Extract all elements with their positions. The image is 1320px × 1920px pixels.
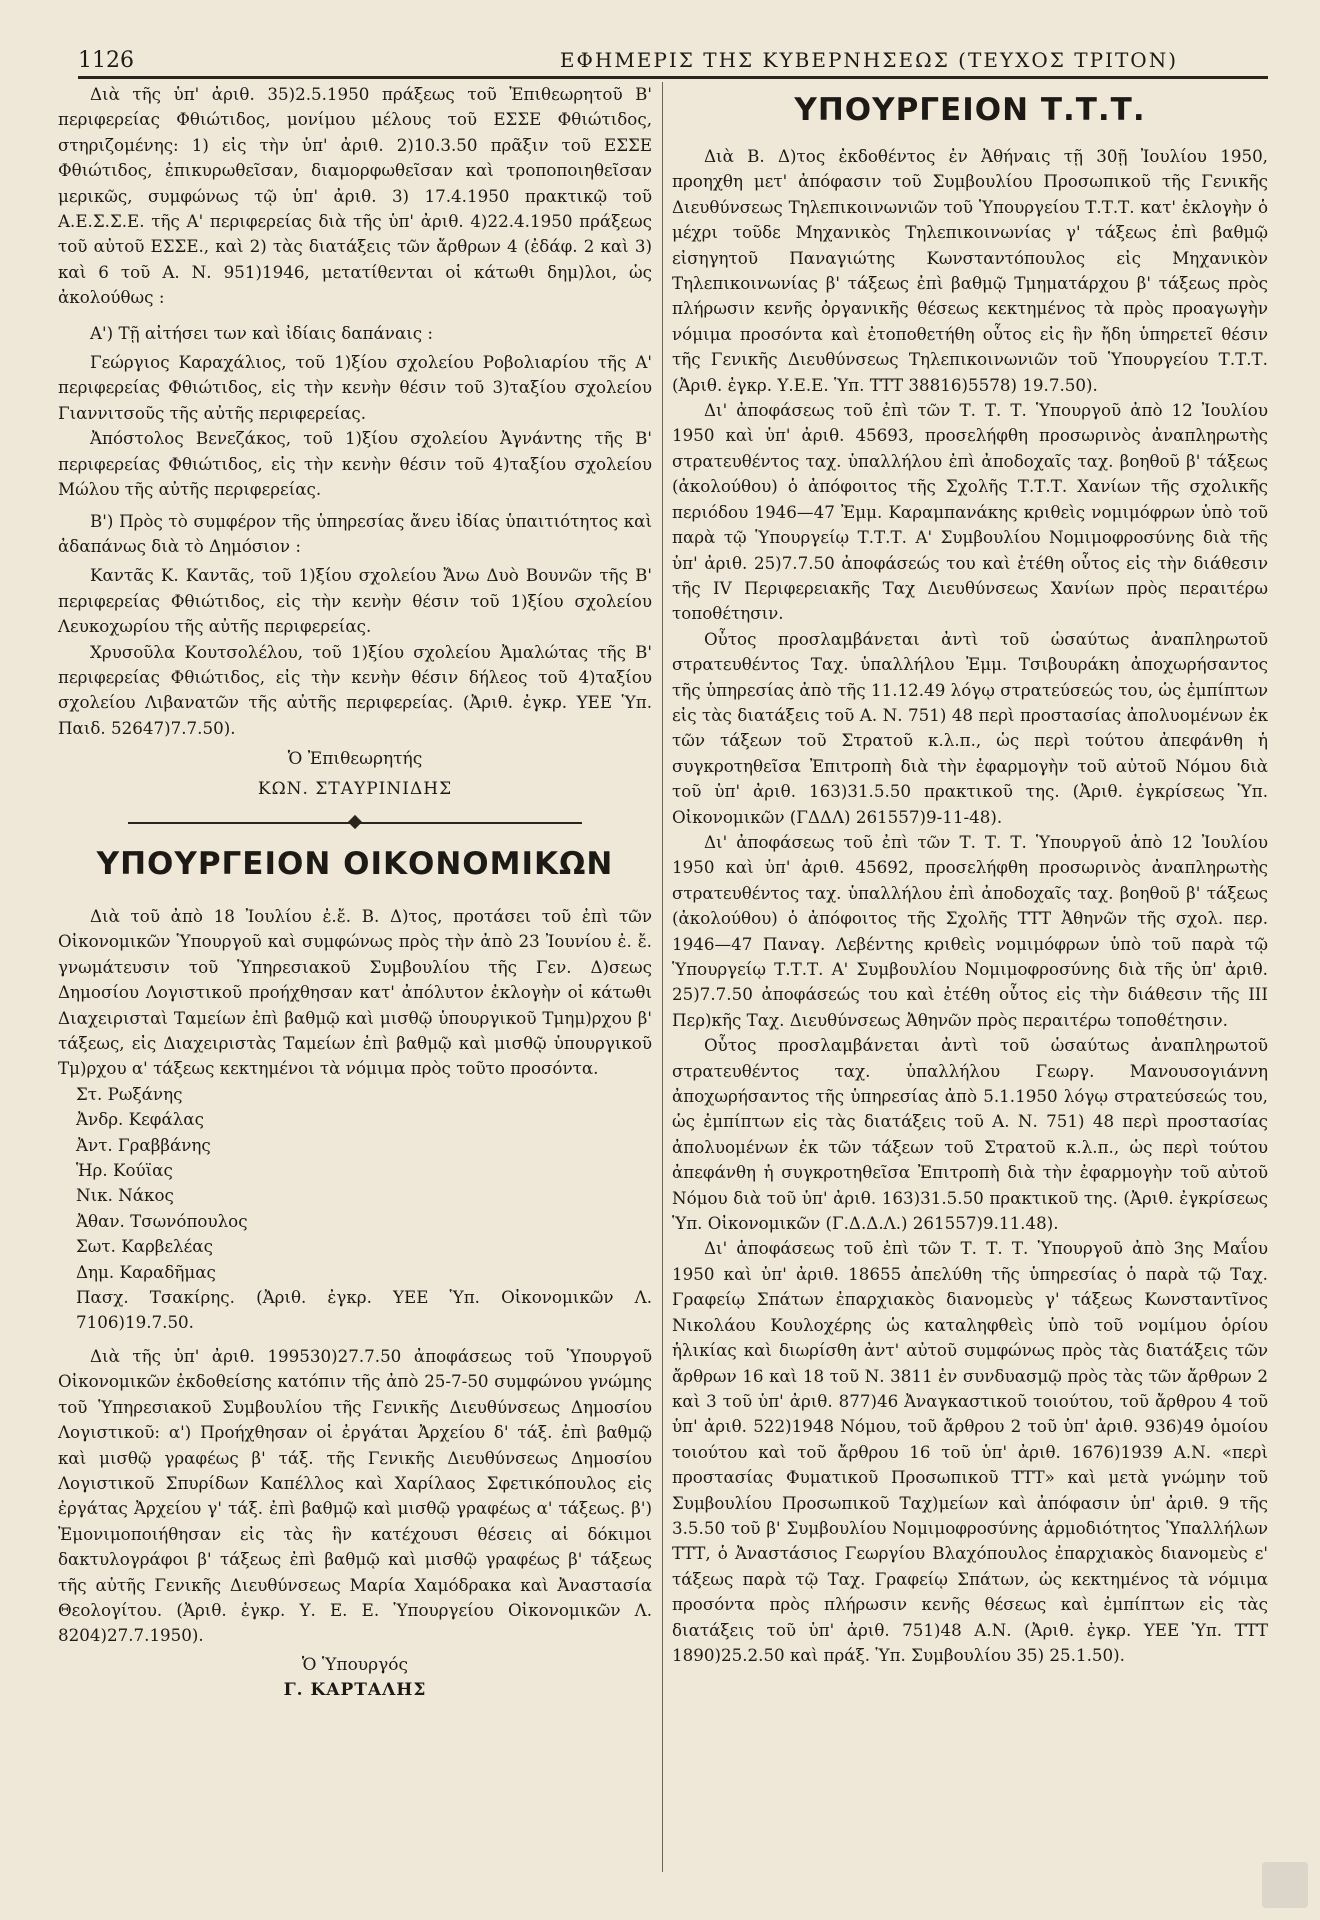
decision-paragraph: Δι' ἀποφάσεως τοῦ ἐπὶ τῶν Τ. Τ. Τ. Ὑπουργοῦ ἀπὸ 12 Ἰουλίου 1950 καὶ ὑπ' ἀριθ. 45693, προσελήφθη προσωρινὸς ἀναπληρωτὴς στρατευθέντος ταχ. ὑπαλλήλου ἐπὶ ἀποδοχαῖς ταχ. βοηθοῦ β' τάξεως (ἀκολούθου) ὁ ἀπόφοιτος τῆς Σχολῆς Τ.Τ.Τ. Χανίων τῆς σχολικῆς περιόδου 1946—47 Ἐμμ. Καραμπανάκης κριθεὶς νομιμόφρων ὑπὸ τοῦ παρὰ τῷ Ὑπουργείῳ Τ.Τ.Τ. Α' Συμβουλίου Νομιμοφροσύνης διὰ τῆς ὑπ' ἀριθ. 25)7.7.50 ἀποφάσεώς του καὶ ἐτέθη οὗτος εἰς τὴν διάθεσιν τῆς IV Περιφερειακῆς Ταχ Διευθύνσεως Χανίων πρὸς περαιτέρω τοποθέτησιν. (672, 400, 1268, 624)
transfer-paragraph: Χρυσοῦλα Κουτσολέλου, τοῦ 1)ξίου σχολείου Ἀμαλώτας τῆς Β' περιφερείας Φθιώτιδος, εἰς τὴν κενὴν θέσιν δήλεος τοῦ 4)ταξίου σχολείου Λιβανατῶν τῆς αὐτῆς περιφερείας. (Ἀριθ. ἐγκρ. ΥΕΕ Ὑπ. Παιδ. 52647)7.7.50). (58, 641, 652, 738)
gazette-title: ΕΦΗΜΕΡΙΣ ΤΗΣ ΚΥΒΕΡΝΗΣΕΩΣ (ΤΕΥΧΟΣ ΤΡΙΤΟΝ) (559, 48, 1178, 72)
section-a-heading: Α') Τῇ αἰτήσει των καὶ ἰδίαις δαπάναις : (90, 322, 434, 343)
name-item: Νικ. Νάκος (76, 1185, 174, 1206)
name-item: Ἀντ. Γραββάνης (76, 1134, 211, 1155)
decision-paragraph: Διὰ τῆς ὑπ' ἀριθ. 199530)27.7.50 ἀποφάσεως τοῦ Ὑπουργοῦ Οἰκονομικῶν ἐκδοθείσης κατόπιν τῆς ἀπὸ 25-7-50 συμφώνου γνώμης τοῦ Ὑπηρεσιακοῦ Συμβουλίου τῆς Γενικῆς Διευθύνσεως Δημοσίου Λογιστικοῦ: α') Προήχθησαν οἱ ἐργάται Ἀρχείου δ' τάξ. ἐπὶ βαθμῷ καὶ μισθῷ γραφέως β' τάξ. τῆς Γενικῆς Διευθύνσεως Δημοσίου Λογιστικοῦ Σπυρίδων Καπέλλος καὶ Χαρίλαος Σφετικόπουλος εἰς ἐργάτας Ἀρχείου γ' τάξ. ἐπὶ βαθμῷ καὶ μισθῷ γραφέως α' τάξεως. β') Ἐμονιμοποιήθησαν εἰς τὰς ἣν κατέχουσι θέσεις αἱ δόκιμοι δακτυλογράφοι β' τάξεως ἐπὶ βαθμῷ καὶ μισθῷ γραφέως β' τάξεως τῆς αὐτῆς Γενικῆς Διευθύνσεως Μαρία Χαμόδρακα καὶ Ἀναστασία Θεολογίτου. (Ἀριθ. ἐγκρ. Υ. Ε. Ε. Ὑπουργείου Οἰκονομικῶν Λ. 8204)27.7.1950). (58, 1345, 652, 1646)
decision-paragraph: Οὗτος προσλαμβάνεται ἀντὶ τοῦ ὡσαύτως ἀναπληρωτοῦ στρατευθέντος ταχ. ὑπαλλήλου Γεωργ. Μανουσογιάννη ἀποχωρήσαντος τῆς ὑπηρεσίας ἀπὸ 5.1.1950 λόγῳ στρατεύσεώς του, ὡς ἐμπίπτων εἰς τὰς διατάξεις τοῦ Α. Ν. 751) 48 περὶ προστασίας ἀπολυομένων ἐκ τῶν τάξεων τοῦ Στρατοῦ κ.λ.π., ὡς περὶ τούτου ἀπεφάνθη ἡ συγκροτηθεῖσα Ἐπιτροπὴ διὰ τὴν ἐφαρμογὴν τοῦ αὐτοῦ Νόμου διὰ τοῦ ὑπ' ἀριθ. 163)31.5.50 πρακτικοῦ της. (Ἀριθ. ἐγκρίσεως Ὑπ. Οἰκονομικῶν (Γ.Δ.Δ.Λ.) 261557)9.11.48). (672, 1035, 1268, 1234)
watermark-logo-icon (1262, 1862, 1308, 1908)
decree-paragraph: Διὰ τοῦ ἀπὸ 18 Ἰουλίου ἐ.ἔ. Β. Δ)τος, προτάσει τοῦ ἐπὶ τῶν Οἰκονομικῶν Ὑπουργοῦ καὶ συμφώνως πρὸς τὴν ἀπὸ 23 Ἰουνίου ἐ. ἔ. γνωμάτευσιν τοῦ Ὑπηρεσιακοῦ Συμβουλίου τῆς Γεν. Δ)σεως Δημοσίου Λογιστικοῦ προήχθησαν κατ' ἀπόλυτον ἐκλογὴν οἱ κάτωθι Διαχειρισταὶ Ταμείων ἐπὶ βαθμῷ καὶ μισθῷ ὑπουργικοῦ Τμημ)ρχου β' τάξεως, εἰς Διαχειριστὰς Ταμείων ἐπὶ βαθμῷ καὶ μισθῷ ὑπουργικοῦ Τμ)ρχου α' τάξεως κεκτημένοι τὰ νόμιμα πρὸς τοῦτο προσόντα. (58, 905, 652, 1079)
column-divider (662, 82, 663, 1872)
transfer-paragraph: Ἀπόστολος Βενεζάκος, τοῦ 1)ξίου σχολείου Ἀγνάντης τῆς Β' περιφερείας Φθιώτιδος, εἰς τὴν κενὴν θέσιν τοῦ 4)ταξίου σχολείου Μώλου τῆς αὐτῆς περιφερείας. (58, 428, 652, 500)
signatory-name: ΚΩΝ. ΣΤΑΥΡΙΝΙΔΗΣ (257, 778, 453, 799)
diamond-ornament-icon (348, 815, 362, 829)
section-divider (128, 816, 582, 830)
signatory-title: Ὁ Ὑπουργός (301, 1654, 409, 1675)
name-item: Ἡρ. Κούϊας (76, 1160, 173, 1181)
ministry-heading: ΥΠΟΥΡΓΕΙΟΝ Τ.Τ.Τ. (794, 92, 1146, 128)
name-item: Ἀνδρ. Κεφάλας (76, 1109, 204, 1130)
transfer-paragraph: Γεώργιος Καραχάλιος, τοῦ 1)ξίου σχολείου Ροβολιαρίου τῆς Α' περιφερείας Φθιώτιδος, εἰς τὴν κενὴν θέσιν τοῦ 3)ταξίου σχολείου Γιαννιτσοῦς τῆς αὐτῆς περιφερείας. (58, 352, 652, 423)
section-b-heading: Β') Πρὸς τὸ συμφέρον τῆς ὑπηρεσίας ἄνευ ἰδίας ὑπαιτιότητος καὶ ἀδαπάνως διὰ τὸ Δημόσιον : (58, 510, 652, 556)
signatory-name: Γ. ΚΑΡΤΑΛΗΣ (283, 1680, 427, 1701)
name-item: Δημ. Καραδῆμας (76, 1261, 216, 1282)
right-column (672, 82, 1268, 1668)
decision-paragraph: Δι' ἀποφάσεως τοῦ ἐπὶ τῶν Τ. Τ. Τ. Ὑπουργοῦ ἀπὸ 3ης Μαΐου 1950 καὶ ὑπ' ἀριθ. 18655 ἀπελύθη τῆς ὑπηρεσίας ὁ παρὰ τῷ Ταχ. Γραφείῳ Σπάτων ἐπαρχιακὸς διανομεὺς γ' τάξεως Κωνσταντῖνος Νικολάου Κουλοχέρης ὡς καταληφθεὶς ὑπὸ τοῦ νομίμου ὁρίου ἡλικίας καὶ διωρίσθη ἀντ' αὐτοῦ συμφώνως πρὸς τὰς διατάξεις τῶν ἄρθρων 16 καὶ 18 τοῦ Ν. 3811 ἐν συνδυασμῷ πρὸς τὰς τῶν ἄρθρων 2 καὶ 3 τοῦ ὑπ' ἀριθ. 877)46 Ἀναγκαστικοῦ τοιούτου, τοῦ ἄρθρου 4 τοῦ ὑπ' ἀριθ. 522)1948 Νόμου, τοῦ ἄρθρου 2 τοῦ ὑπ' ἀριθ. 936)49 ὁμοίου τοιούτου καὶ τοῦ ἄρθρου 16 τοῦ ὑπ' ἀριθ. 1676)1939 Α.Ν. «περὶ προστασίας Φυματικοῦ Προσωπικοῦ ΤΤΤ» καὶ μετὰ γνώμην τοῦ Συμβουλίου Προσωπικοῦ Ταχ)μείων καὶ ἀπόφασιν ὑπ' ἀριθ. 9 τῆς 3.5.50 τοῦ β' Συμβουλίου Νομιμοφροσύνης ἁρμοδιότητος Ὑπαλλήλων ΤΤΤ, ὁ Ἀναστάσιος Γεωργίου Βλαχόπουλος ἐπαρχιακὸς διανομεὺς ε' τάξεως παρὰ τῷ Ταχ. Γραφείῳ Σπάτων, ὡς κεκτημένος τὰ νόμιμα προσόντα πρὸς πλήρωσιν κενῆς θέσεως καὶ ἐμπίπτων εἰς τὰς διατάξεις τοῦ ὑπ' ἀριθ. 751)48 Α.Ν. (Ἀριθ. ἐγκρ. ΥΕΕ Ὑπ. ΤΤΤ 1890)25.2.50 καὶ πράξ. Ὑπ. Συμβουλίου 35) 25.1.50). (672, 1238, 1268, 1665)
decision-paragraph: Δι' ἀποφάσεως τοῦ ἐπὶ τῶν Τ. Τ. Τ. Ὑπουργοῦ ἀπὸ 12 Ἰουλίου 1950 καὶ ὑπ' ἀριθ. 45692, προσελήφθη προσωρινὸς ἀναπληρωτὴς στρατευθέντος ταχ. ὑπαλλήλου ἐπὶ ἀποδοχαῖς ταχ. βοηθοῦ β' τάξεως (ἀκολούθου) ὁ ἀπόφοιτος τῆς Σχολῆς ΤΤΤ Ἀθηνῶν τῆς σχολ. περ. 1946—47 Παναγ. Λεβέντης κριθεὶς νομιμόφρων ὑπὸ τοῦ παρὰ τῷ Ὑπουργείῳ Τ.Τ.Τ. Α' Συμβουλίου Νομιμοφροσύνης διὰ τῆς ὑπ' ἀριθ. 25)7.7.50 ἀποφάσεώς του καὶ ἐτέθη οὗτος εἰς τὴν διάθεσιν τῆς ΙΙΙ Περ)κῆς Ταχ. Διευθύνσεως Ἀθηνῶν πρὸς περαιτέρω τοποθέτησιν. (672, 831, 1268, 1030)
name-item: Πασχ. Τσακίρης. (Ἀριθ. ἐγκρ. ΥΕΕ Ὑπ. Οἰκονομικῶν Λ. 7106)19.7.50. (76, 1287, 652, 1333)
name-item: Σωτ. Καρβελέας (76, 1236, 213, 1257)
name-item: Στ. Ρωξάνης (76, 1083, 183, 1104)
transfer-paragraph: Καντᾶς Κ. Καντᾶς, τοῦ 1)ξίου σχολείου Ἄνω Δυὸ Βουνῶν τῆς Β' περιφερείας Φθιώτιδος, εἰς τὴν κενὴν θέσιν τοῦ 1)ξίου σχολείου Λευκοχωρίου τῆς αὐτῆς περιφερείας. (58, 565, 652, 637)
promoted-names-list (58, 1082, 652, 1336)
left-column (58, 82, 652, 1704)
intro-paragraph: Διὰ τῆς ὑπ' ἀριθ. 35)2.5.1950 πράξεως τοῦ Ἐπιθεωρητοῦ Β' περιφερείας Φθιώτιδος, μονίμου μέλους τοῦ ΕΣΣΕ Φθιώτιδος, στηριζομένης: 1) εἰς τὴν ὑπ' ἀριθ. 2)10.3.50 πρᾶξιν τοῦ ΕΣΣΕ Φθιώτιδος, ἐπικυρωθεῖσαν, διαμορφωθεῖσαν καὶ τροποποιηθεῖσαν μερικῶς, συμφώνως τῷ ὑπ' ἀριθ. 3) 17.4.1950 πρακτικῷ τοῦ Α.Ε.Σ.Σ.Ε. τῆς Α' περιφερείας διὰ τῆς ὑπ' ἀριθ. 4)22.4.1950 πράξεως τοῦ αὐτοῦ ΕΣΣΕ., καὶ 2) τὰς διατάξεις τῶν ἄρθρων 4 (ἐδάφ. 2 καὶ 3) καὶ 6 τοῦ Α. Ν. 951)1946, μετατίθενται οἱ κάτωθι δημ)λοι, ὡς ἀκολούθως : (58, 84, 652, 308)
page-header (78, 42, 1268, 79)
decree-paragraph: Διὰ Β. Δ)τος ἐκδοθέντος ἐν Ἀθήναις τῇ 30ῇ Ἰουλίου 1950, προηχθη μετ' ἀπόφασιν τοῦ Συμβουλίου Προσωπικοῦ τῆς Γενικῆς Διευθύνσεως Τηλεπικοινωνιῶν τοῦ Ὑπουργείου Τ.Τ.Τ. κατ' ἐκλογὴν ὁ μέχρι τοῦδε Μηχανικὸς Τηλεπικοινωνίας γ' τάξεως ἐπὶ βαθμῷ εἰσηγητοῦ Παναγιώτης Κωνσταντόπουλος εἰς Μηχανικὸν Τηλεπικοινωνίας β' τάξεως ἐπὶ βαθμῷ Τμηματάρχου β' τάξεως πρὸς πλήρωσιν κενῆς ὀργανικῆς θέσεως κεκτημένος τὰ πρὸς προαγωγὴν νόμιμα προσόντα καὶ ἐτοποθετήθη οὗτος εἰς ἣν ἤδη ὑπηρετεῖ θέσιν τῆς Γενικῆς Διευθύνσεως Τηλεπικοινωνιῶν τοῦ Ὑπουργείου Τ.Τ.Τ. (Ἀριθ. ἐγκρ. Υ.Ε.Ε. Ὑπ. ΤΤΤ 38816)5578) 19.7.50). (672, 146, 1268, 395)
page-number: 1126 (78, 48, 134, 73)
name-item: Ἀθαν. Τσωνόπουλος (76, 1210, 248, 1231)
signatory-title: Ὁ Ἐπιθεωρητής (287, 749, 423, 770)
ministry-heading: ΥΠΟΥΡΓΕΙΟΝ ΟΙΚΟΝΟΜΙΚΩΝ (96, 845, 614, 882)
decision-paragraph: Οὗτος προσλαμβάνεται ἀντὶ τοῦ ὡσαύτως ἀναπληρωτοῦ στρατευθέντος Ταχ. ὑπαλλήλου Ἐμμ. Τσιβουράκη ἀποχωρήσαντος τῆς ὑπηρεσίας ἀπὸ τῆς 11.12.49 λόγῳ στρατεύσεώς του, ὡς ἐμπίπτων εἰς τὰς διατάξεις τοῦ Α. Ν. 751) 48 περὶ προστασίας ἀπολυομένων ἐκ τῶν τάξεων τοῦ Στρατοῦ κ.λ.π., ὡς περὶ τούτου ἀπεφάνθη ἡ συγκροτηθεῖσα Ἐπιτροπὴ διὰ τὴν ἐφαρμογὴν τοῦ αὐτοῦ Νόμου διὰ τοῦ ὑπ' ἀριθ. 163)31.5.50 πρακτικοῦ της. (Ἀριθ. ἐγκρίσεως Ὑπ. Οἰκονομικῶν (ΓΔΔΛ) 261557)9-11-48). (672, 628, 1268, 827)
